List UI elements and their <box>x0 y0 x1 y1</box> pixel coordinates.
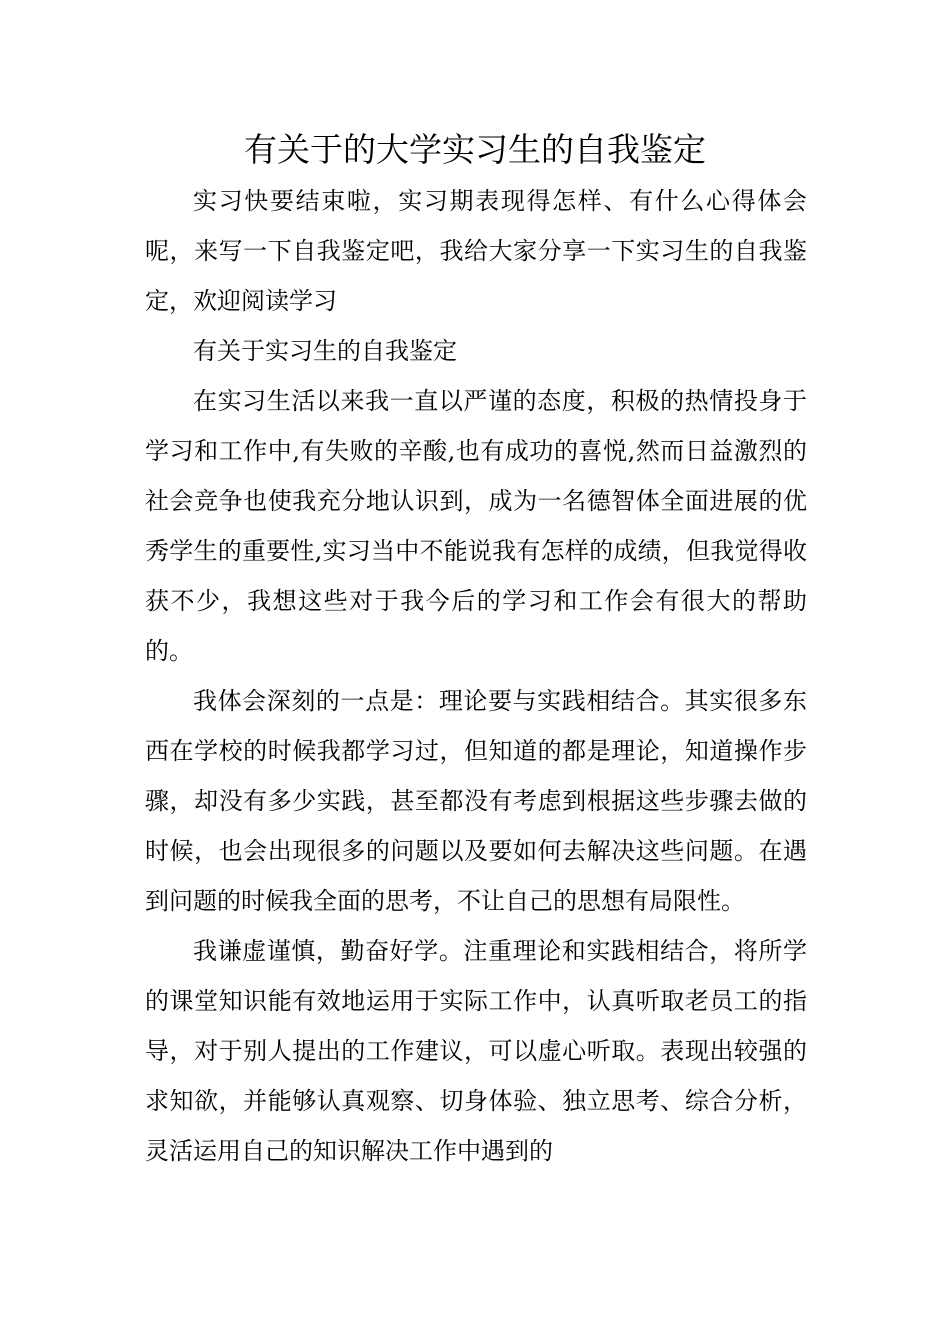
document-title: 有关于的大学实习生的自我鉴定 <box>244 130 706 169</box>
body-paragraph: 我谦虚谨慎，勤奋好学。注重理论和实践相结合，将所学的课堂知识能有效地运用于实际工作中，认真听取老员工的指导，对于别人提出的工作建议，可以虚心听取。表现出较强的求知欲，并能够认真观察、切身体验、独立思考、综合分析，灵活运用自己的知识解决工作中遇到的 <box>145 937 807 1165</box>
section-heading: 有关于实习生的自我鉴定 <box>193 337 457 365</box>
body-paragraph: 在实习生活以来我一直以严谨的态度，积极的热情投身于学习和工作中,有失败的辛酸,也有成功的喜悦,然而日益激烈的社会竞争也使我充分地认识到，成为一名德智体全面进展的优秀学生的重要性,实习当中不能说我有怎样的成绩，但我觉得收获不少，我想这些对于我今后的学习和工作会有很大的帮助的。 <box>145 387 807 665</box>
body-paragraph: 我体会深刻的一点是：理论要与实践相结合。其实很多东西在学校的时候我都学习过，但知道的都是理论，知道操作步骤，却没有多少实践，甚至都没有考虑到根据这些步骤去做的时候，也会出现很多的问题以及要如何去解决这些问题。在遇到问题的时候我全面的思考，不让自己的思想有局限性。 <box>145 687 807 915</box>
document-body <box>145 176 807 1176</box>
intro-paragraph: 实习快要结束啦，实习期表现得怎样、有什么心得体会呢，来写一下自我鉴定吧，我给大家分享一下实习生的自我鉴定，欢迎阅读学习 <box>145 187 807 315</box>
